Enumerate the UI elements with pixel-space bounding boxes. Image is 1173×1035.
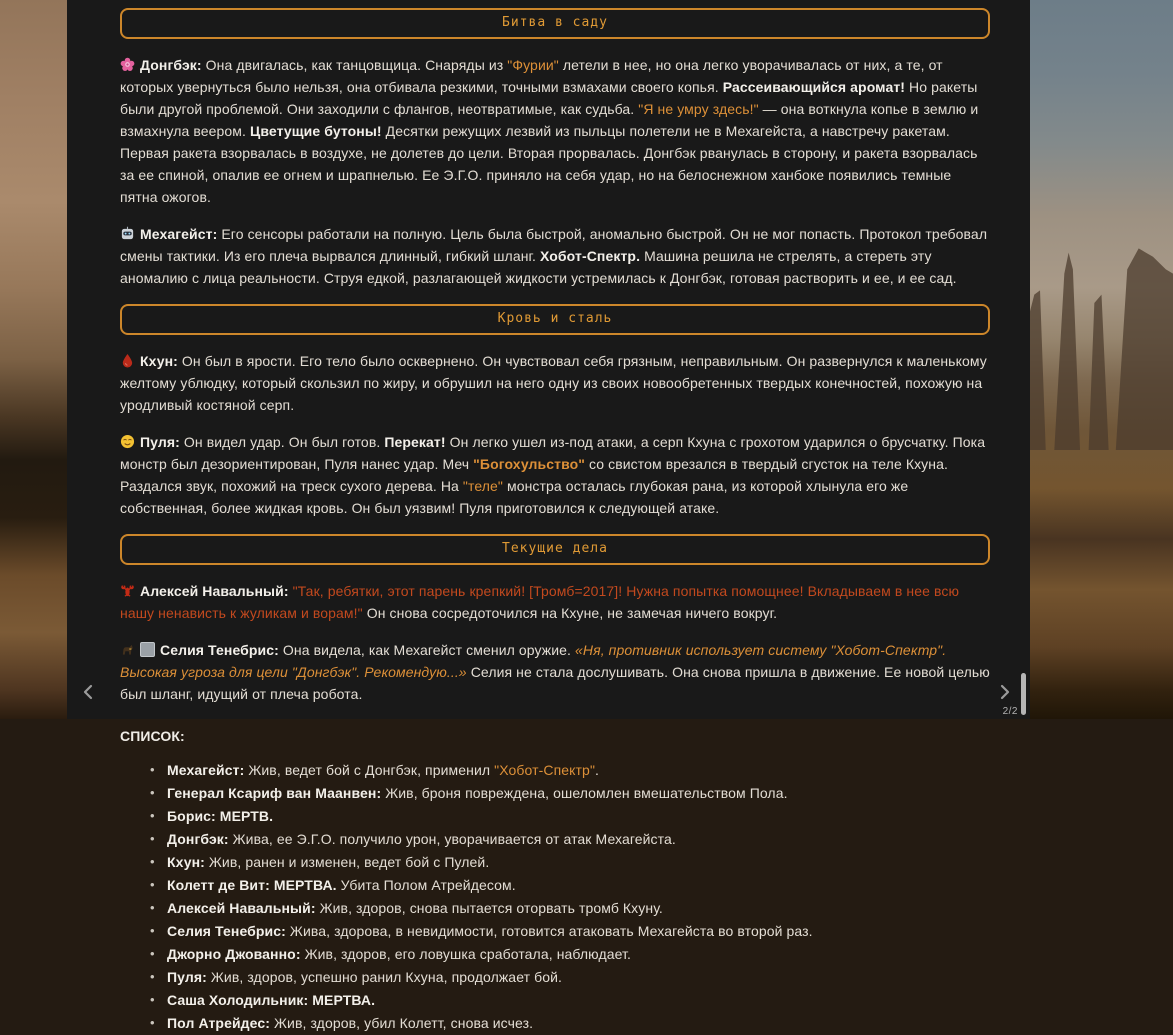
smile-emoji bbox=[120, 431, 135, 453]
background-left-landscape bbox=[0, 0, 67, 719]
status-list-item bbox=[150, 851, 990, 873]
text-segment: Жив, здоров, убил Колетт, снова исчез. bbox=[270, 1015, 534, 1031]
text-segment: Она видела, как Мехагейст сменил оружие. bbox=[278, 642, 576, 658]
story-paragraph bbox=[120, 431, 990, 519]
story-paragraph bbox=[120, 580, 990, 624]
text-segment: "Я не умру здесь!" bbox=[638, 101, 759, 117]
text-segment: Пуля: bbox=[140, 434, 180, 450]
status-list-item bbox=[150, 874, 990, 896]
text-segment: Колетт де Вит: МЕРТВА. bbox=[167, 877, 337, 893]
text-segment: Алексей Навальный: bbox=[140, 583, 289, 599]
text-segment: Десятки режущих лезвий из пыльцы полетели не в Мехагейста, а навстречу ракетам. Первая ракета взорвалась в воздухе, не долетев до цели. Вторая прорвалась. Донгбэк рванулась в сторону, и ракета взорвалась за ее спиной, опалив ее огнем и шрапнелью. Ее Э.Г.О. приняло на себя удар, но на белоснежном ханбоке появились темные пятна ожогов. bbox=[120, 123, 978, 205]
story-content bbox=[120, 8, 990, 1035]
text-segment: "Хобот-Спектр" bbox=[494, 762, 596, 778]
text-segment: Жив, ведет бой с Донгбэк, применил bbox=[244, 762, 495, 778]
text-segment: Саша Холодильник: МЕРТВА. bbox=[167, 992, 376, 1008]
text-segment: Он снова сосредоточился на Кхуне, не замечая ничего вокруг. bbox=[362, 605, 778, 621]
text-segment: Но ракеты были другой проблемой. Они заходили с флангов, неотвратимые, как судьба. bbox=[120, 79, 978, 117]
status-list-item bbox=[150, 989, 990, 1011]
text-segment: Жив, здоров, его ловушка сработала, наблюдает. bbox=[300, 946, 631, 962]
story-paragraph bbox=[120, 639, 990, 705]
rock-spires bbox=[1030, 240, 1173, 450]
text-segment: Пол Атрейдес: bbox=[167, 1015, 271, 1031]
status-list-item bbox=[150, 828, 990, 850]
text-segment: Жив, здоров, снова пытается оторвать тромб Кхуну. bbox=[315, 900, 663, 916]
text-segment: Жив, ранен и изменен, ведет бой с Пулей. bbox=[204, 854, 490, 870]
text-segment: Борис: МЕРТВ. bbox=[167, 808, 274, 824]
text-segment: Жива, ее Э.Г.О. получило урон, уворачивается от атак Мехагейста. bbox=[228, 831, 676, 847]
text-segment: "теле" bbox=[462, 478, 503, 494]
status-list-item bbox=[150, 943, 990, 965]
text-segment: . bbox=[595, 762, 600, 778]
status-list bbox=[120, 759, 990, 1034]
text-segment: Он легко ушел из-под атаки, а серп Кхуна с грохотом ударился о брусчатку. Пока монстр был дезориентирован, Пуля нанес удар. Меч bbox=[120, 434, 986, 472]
text-segment: Кхун: bbox=[167, 854, 205, 870]
text-segment: Кхун: bbox=[140, 353, 178, 369]
text-segment: Перекат! bbox=[384, 434, 446, 450]
text-segment: Мехагейст: bbox=[167, 762, 245, 778]
text-segment: Селия Тенебрис: bbox=[167, 923, 286, 939]
text-segment: Жива, здорова, в невидимости, готовится атаковать Мехагейста во второй раз. bbox=[285, 923, 813, 939]
text-segment: Хобот-Спектр. bbox=[540, 248, 641, 264]
text-segment: Его сенсоры работали на полную. Цель была быстрой, аномально быстрой. Он не мог попасть. Протокол требовал смены тактики. Из его плеча вырвался длинный, гибкий шланг. bbox=[120, 226, 988, 264]
story-sections bbox=[120, 8, 990, 705]
text-segment: Селия Тенебрис: bbox=[160, 642, 279, 658]
text-segment: "Фурии" bbox=[507, 57, 559, 73]
story-paragraph bbox=[120, 54, 990, 208]
text-segment: Цветущие бутоны! bbox=[250, 123, 382, 139]
missing-glyph-box bbox=[140, 639, 155, 661]
section-header bbox=[120, 304, 990, 335]
text-segment: — она воткнула копье в землю и взмахнула веером. bbox=[120, 101, 979, 139]
section-title: Кровь и сталь bbox=[497, 311, 613, 326]
text-segment: летели в нее, но она легко уворачивалась от них, а те, от которых увернуться было нельзя, она отбивала резкими, точными взмахами своего копья. bbox=[120, 57, 943, 95]
story-paragraph bbox=[120, 223, 990, 289]
text-segment: "Богохульство" bbox=[473, 456, 585, 472]
scrollbar-thumb[interactable] bbox=[1021, 673, 1026, 715]
background-right-landscape bbox=[1030, 0, 1173, 719]
hibiscus-emoji bbox=[120, 54, 135, 76]
chevron-left-icon bbox=[81, 683, 95, 701]
text-segment: Жив, здоров, успешно ранил Кхуна, продолжает бой. bbox=[206, 969, 563, 985]
dog-emoji bbox=[120, 639, 135, 661]
section-title: Битва в саду bbox=[502, 15, 608, 30]
story-paragraph bbox=[120, 350, 990, 416]
text-segment: Донгбэк: bbox=[140, 57, 202, 73]
next-page-button[interactable] bbox=[994, 679, 1016, 705]
status-list-item bbox=[150, 782, 990, 804]
text-segment: Генерал Ксариф ван Маанвен: bbox=[167, 785, 382, 801]
text-segment: "Так, ребятки, этот парень крепкий! [Тромб=2017]! Нужна попытка помощнее! Вкладываем в нее всю нашу ненависть к жуликам и ворам!" bbox=[120, 583, 960, 621]
text-segment: Мехагейст: bbox=[140, 226, 218, 242]
text-segment: Алексей Навальный: bbox=[167, 900, 316, 916]
text-segment: Донгбэк: bbox=[167, 831, 229, 847]
text-segment: «Ня, противник использует систему "Хобот-Спектр". Высокая угроза для цели "Донгбэк". Рекомендую...» bbox=[120, 642, 947, 680]
story-panel bbox=[67, 0, 1030, 1031]
page-indicator: 2/2 bbox=[1002, 706, 1018, 717]
text-segment: Жив, броня повреждена, ошеломлен вмешательством Пола. bbox=[381, 785, 788, 801]
text-segment: Джорно Джованно: bbox=[167, 946, 301, 962]
text-segment: Убита Полом Атрейдесом. bbox=[336, 877, 516, 893]
status-list-item bbox=[150, 1012, 990, 1034]
prev-page-button[interactable] bbox=[77, 679, 99, 705]
lobster-emoji bbox=[120, 580, 135, 602]
text-segment: Рассеивающийся аромат! bbox=[722, 79, 906, 95]
text-segment: Он был в ярости. Его тело было осквернено. Он чувствовал себя грязным, неправильным. Он развернулся к маленькому желтому ублюдку, который скользил по жиру, и обрушил на него одну из своих новообретенных твердых конечностей, похожую на уродливый костяной серп. bbox=[120, 353, 987, 413]
text-segment: Пуля: bbox=[167, 969, 207, 985]
text-segment: Машина решила не стрелять, а стереть эту аномалию с лица реальности. Струя едкой, разлагающей жидкости устремилась к Донгбэк, готовая растворить и ее, и ее сад. bbox=[120, 248, 957, 286]
section-header bbox=[120, 534, 990, 565]
blood-drop-emoji bbox=[120, 350, 135, 372]
text-segment: монстра осталась глубокая рана, из которой хлынула его же собственная, более жидкая кровь. Он был уязвим! Пуля приготовился к следующей атаке. bbox=[120, 478, 909, 516]
text-segment: Селия не стала дослушивать. Она снова пришла в движение. Ее новой целью был шланг, идущий от плеча робота. bbox=[120, 664, 990, 702]
status-list-item bbox=[150, 805, 990, 827]
status-list-item bbox=[150, 759, 990, 781]
status-list-item bbox=[150, 966, 990, 988]
chevron-right-icon bbox=[998, 683, 1012, 701]
status-list-item bbox=[150, 920, 990, 942]
text-segment: со свистом врезался в твердый сгусток на теле Кхуна. Раздался звук, похожий на треск сухого дерева. На bbox=[120, 456, 948, 494]
status-list-title: СПИСОК: bbox=[120, 728, 185, 744]
text-segment: Она двигалась, как танцовщица. Снаряды из bbox=[201, 57, 508, 73]
section-header bbox=[120, 8, 990, 39]
section-title: Текущие дела bbox=[502, 541, 608, 556]
robot-emoji bbox=[120, 223, 135, 245]
text-segment: Он видел удар. Он был готов. bbox=[179, 434, 385, 450]
status-list-item bbox=[150, 897, 990, 919]
